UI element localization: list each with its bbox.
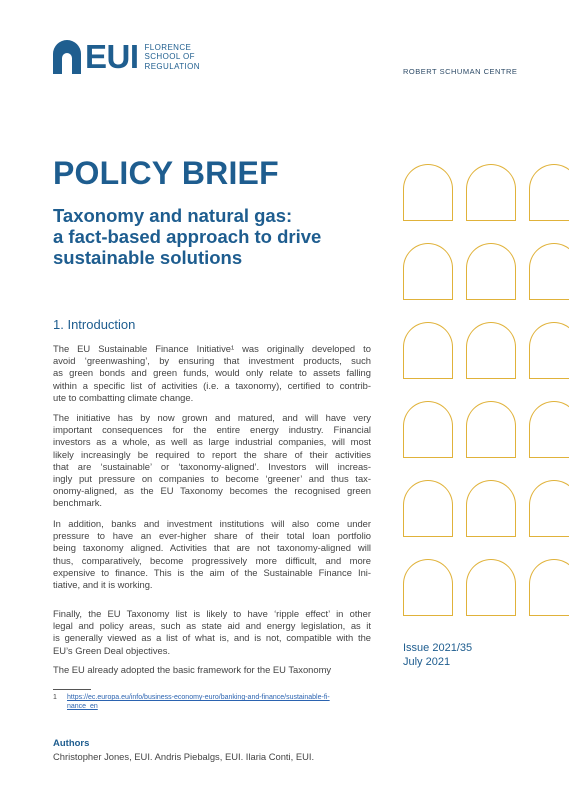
- paragraph-2: The initiative has by now grown and matured, and will have very important consequences for the entire energy industry. Financial investors as a whole, as well as large industrial companies, will most likely increasingly be required to report the share of their activities that are ‘sustainable’ or ‘taxonomy-aligned’. Investors will increas- ingly put pressure on companies to become ‘greener’ and thus tax- onomy-aligned, as the EU Taxonomy becomes the recognised green benchmark.: [53, 412, 371, 509]
- arch-shape: [466, 559, 516, 616]
- eui-logo-arch-icon: [53, 40, 81, 74]
- arch-shape: [466, 401, 516, 458]
- footnote-link[interactable]: https://ec.europa.eu/info/business-economy-euro/banking-and-finance/sustainable-fi-: [67, 694, 330, 701]
- arch-shape: [466, 480, 516, 537]
- logo-subtitle: FLORENCE SCHOOL OF REGULATION: [144, 42, 200, 71]
- footnote-divider: [53, 689, 91, 690]
- arch-shape: [466, 164, 516, 221]
- arch-shape: [529, 559, 569, 616]
- footnote: [53, 693, 383, 711]
- arch-shape: [529, 243, 569, 300]
- eui-logo: [53, 40, 200, 74]
- paragraph-1: The EU Sustainable Finance Initiative¹ was originally developed to avoid ‘greenwashing’, by ensuring that investment products, such as green bonds and green funds, would only relate to assets falling within a specific list of activities (i.e. a taxonomy), certified to contrib- ute to combatting climate change.: [53, 343, 371, 403]
- arch-shape: [403, 164, 453, 221]
- arch-shape: [529, 480, 569, 537]
- arch-shape: [403, 559, 453, 616]
- issue-date: July 2021: [403, 656, 451, 668]
- arch-shape: [529, 322, 569, 379]
- arch-shape: [403, 322, 453, 379]
- paragraph-5: The EU already adopted the basic framework for the EU Taxonomy: [53, 664, 332, 675]
- issue-number: Issue 2021/35: [403, 642, 473, 654]
- paragraph-4: Finally, the EU Taxonomy list is likely to have ‘ripple effect’ in other legal and policy areas, such as state aid and energy legislation, as it is generally viewed as a list of what is, and is not, compatible with the EU’s Green Deal objectives.: [53, 608, 371, 656]
- footnote-number: 1: [53, 694, 57, 701]
- section-heading: 1. Introduction: [53, 317, 136, 332]
- arch-shape: [403, 401, 453, 458]
- centre-name: ROBERT SCHUMAN CENTRE: [403, 67, 518, 76]
- authors-heading: Authors: [53, 738, 90, 749]
- arch-shape: [466, 322, 516, 379]
- document-type: POLICY BRIEF: [53, 155, 279, 191]
- paragraph-3: In addition, banks and investment institutions will also come under pressure to have an ever-higher share of their total loan portfolio being taxonomy aligned. Activities that are not taxonomy-aligned will thus, comparatively, become progressively more difficult, and more expensive to finance. This is the aim of the Sustainable Finance Ini- tiative, and it is working.: [53, 518, 371, 591]
- footnote-link-continued[interactable]: nance_en: [67, 703, 98, 710]
- arch-shape: [403, 243, 453, 300]
- logo-eui-text: EUI: [85, 38, 139, 75]
- arch-shape: [529, 401, 569, 458]
- arch-shape: [403, 480, 453, 537]
- authors-list: Christopher Jones, EUI. Andris Piebalgs, EUI. Ilaria Conti, EUI.: [53, 751, 315, 762]
- arch-shape: [529, 164, 569, 221]
- issue-info: [403, 641, 472, 669]
- arch-shape: [466, 243, 516, 300]
- document-title: Taxonomy and natural gas: a fact-based approach to drive sustainable solutions: [53, 205, 322, 268]
